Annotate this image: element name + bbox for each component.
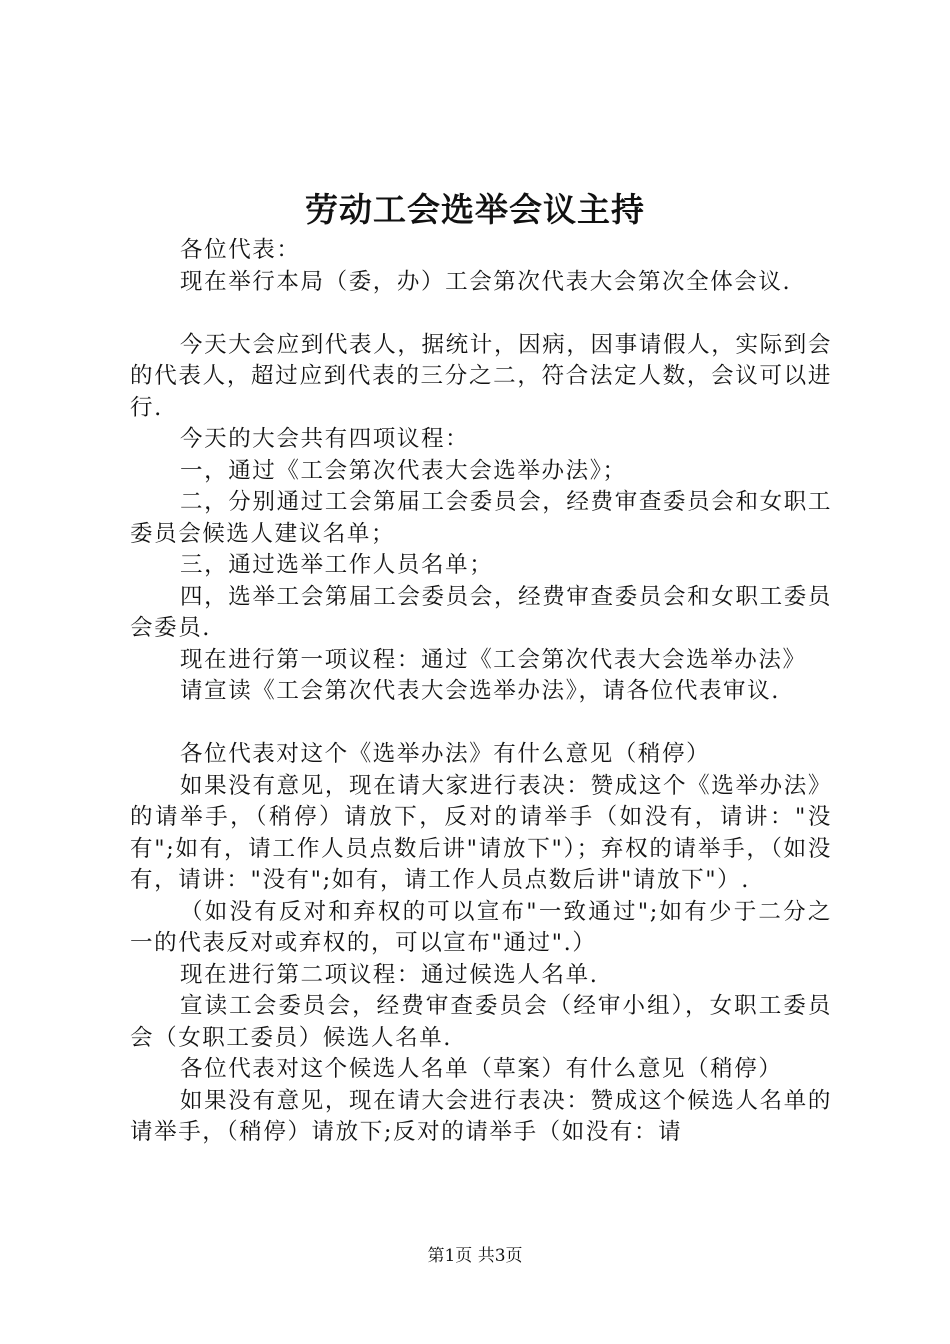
paragraph-agenda-item-3: 三，通过选举工作人员名单； [180,552,494,578]
document-body [130,235,832,1149]
blank-line [130,708,832,740]
paragraph-read-method: 请宣读《工会第次代表大会选举办法》，请各位代表审议. [180,678,781,704]
paragraph-agenda-intro: 今天的大会共有四项议程： [180,426,470,452]
paragraph-vote-method: 如果没有意见，现在请大家进行表决：赞成这个《选举办法》的请举手，（稍停）请放下，反对的请举手（如没有，请讲："没有";如有，请工作人员点数后讲"请放下"）；弃权的请举手，（如没有，请讲："没有";如有，请工作人员点数后讲"请放下"）. [130,772,832,893]
paragraph-agenda-item-4: 四，选举工会第届工会委员会，经费审查委员会和女职工委员会委员. [130,583,832,641]
paragraph-vote-note: （如没有反对和弃权的可以宣布"一致通过";如有少于二分之一的代表反对或弃权的，可以宣布"通过".） [130,898,832,956]
paragraph-opinion-candidates: 各位代表对这个候选人名单（草案）有什么意见（稍停） [180,1056,783,1082]
page-number: 第1页 共3页 [427,1246,523,1266]
blank-line [130,298,832,330]
paragraph-agenda-item-2: 二，分别通过工会第届工会委员会，经费审查委员会和女职工委员会候选人建议名单； [130,489,832,547]
paragraph-second-item: 现在进行第二项议程：通过候选人名单. [180,961,599,988]
paragraph-first-item: 现在进行第一项议程：通过《工会第次代表大会选举办法》 [180,646,807,673]
paragraph-attendance: 今天大会应到代表人，据统计，因病，因事请假人，实际到会的代表人，超过应到代表的三分之二，符合法定人数，会议可以进行. [130,331,832,421]
paragraph-agenda-item-1: 一，通过《工会第次代表大会选举办法》； [180,457,627,484]
paragraph-opening: 现在举行本局（委，办）工会第次代表大会第次全体会议. [180,268,792,295]
paragraph-read-candidates: 宣读工会委员会，经费审查委员会（经审小组），女职工委员会（女职工委员）候选人名单. [130,993,832,1051]
page-title: 劳动工会选举会议主持 [305,190,645,229]
paragraph-vote-candidates: 如果没有意见，现在请大会进行表决：赞成这个候选人名单的请举手，（稍停）请放下;反对的请举手（如没有：请 [130,1087,832,1145]
paragraph-opinion-method: 各位代表对这个《选举办法》有什么意见（稍停） [180,741,711,767]
paragraph-greeting: 各位代表： [180,237,301,263]
